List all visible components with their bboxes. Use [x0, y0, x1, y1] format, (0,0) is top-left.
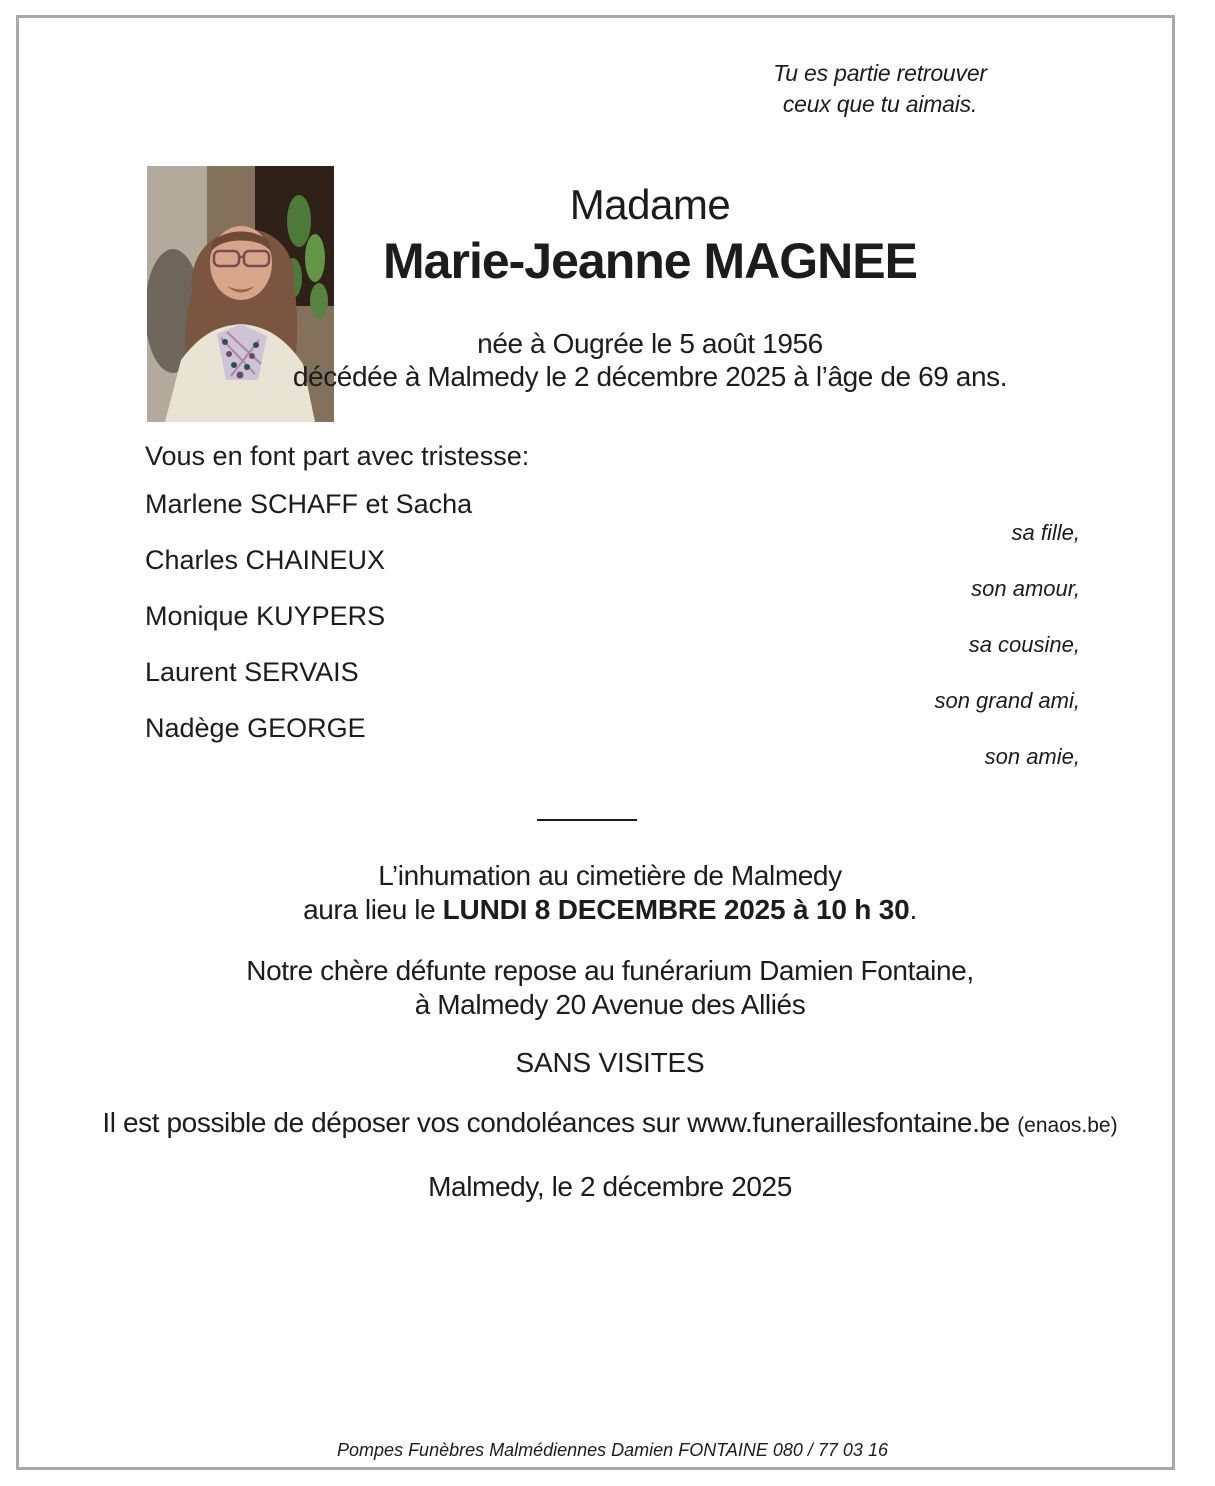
condolences-text: Il est possible de déposer vos condoléances sur www.funeraillesfontaine.be — [102, 1107, 1010, 1138]
deceased-name: Marie-Jeanne MAGNEE — [383, 233, 917, 289]
ceremony-line-2 — [5, 893, 1215, 927]
mourner-row — [145, 600, 1080, 656]
mourner-row — [145, 712, 1080, 768]
title-prefix: Madame — [569, 181, 731, 228]
memorial-quote-line2: ceux que tu aimais. — [782, 91, 978, 117]
mourner-relation: son amour, — [971, 576, 1080, 601]
repose-line-2: à Malmedy 20 Avenue des Alliés — [414, 989, 806, 1020]
announcement-intro: Vous en font part avec tristesse: — [145, 441, 530, 471]
mourner-relation: son amie, — [984, 744, 1080, 769]
mourner-relation: son grand ami, — [934, 688, 1080, 713]
repose-line-1: Notre chère défunte repose au funérarium Damien Fontaine, — [246, 955, 974, 986]
mourner-name: Laurent SERVAIS — [145, 657, 359, 687]
mourner-name: Charles CHAINEUX — [145, 545, 386, 575]
mourner-row — [145, 656, 1080, 712]
mourner-name: Marlene SCHAFF et Sacha — [145, 489, 473, 519]
mourner-row — [145, 544, 1080, 600]
mourner-name: Monique KUYPERS — [145, 601, 386, 631]
memorial-quote — [738, 58, 1022, 120]
ceremony-line-2-suffix: . — [909, 894, 917, 925]
memorial-quote-line1: Tu es partie retrouver — [773, 60, 987, 86]
footer-funeral-home: Pompes Funèbres Malmédiennes Damien FONTAINE 080 / 77 03 16 — [337, 1440, 888, 1460]
condolences-line — [5, 1106, 1215, 1143]
mourner-relation: sa fille, — [1011, 520, 1080, 545]
birth-line: née à Ougrée le 5 août 1956 — [477, 328, 823, 359]
mourner-row — [145, 488, 1080, 544]
death-line: décédée à Malmedy le 2 décembre 2025 à l’âge de 69 ans. — [292, 361, 1008, 392]
ceremony-line-1: L’inhumation au cimetière de Malmedy — [378, 860, 842, 891]
ceremony-line-2-prefix: aura lieu le — [303, 894, 443, 925]
dateline: Malmedy, le 2 décembre 2025 — [428, 1171, 792, 1202]
separator-line — [537, 819, 637, 821]
visits-notice: SANS VISITES — [515, 1047, 705, 1078]
funeral-date-bold: LUNDI 8 DECEMBRE 2025 à 10 h 30 — [442, 894, 910, 925]
mourners-list — [145, 488, 1080, 768]
mourner-relation: sa cousine, — [968, 632, 1080, 657]
enaos-note: (enaos.be) — [1017, 1114, 1118, 1137]
mourner-name: Nadège GEORGE — [145, 713, 366, 743]
